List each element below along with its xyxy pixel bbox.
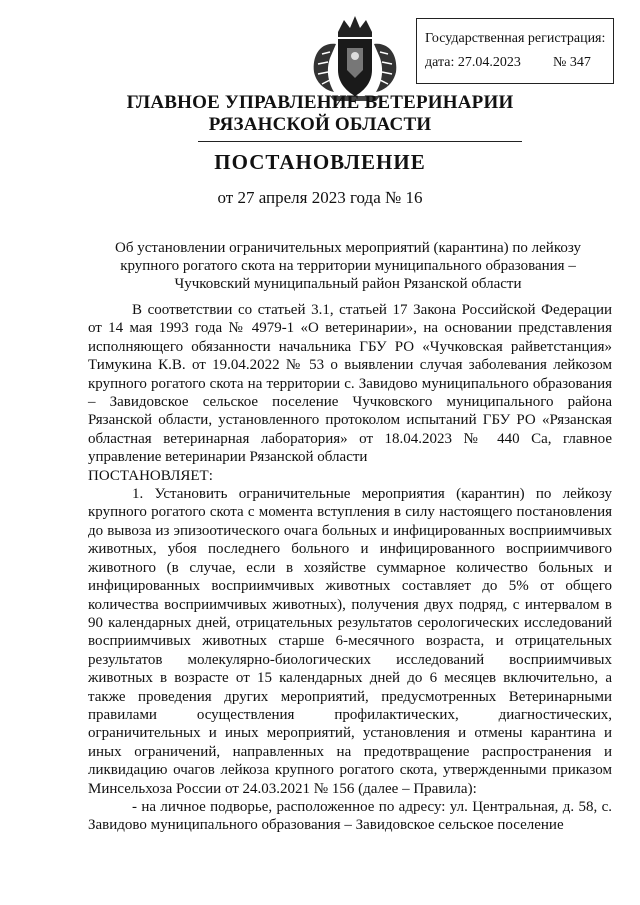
resolves-line: ПОСТАНОВЛЯЕТ: [88,467,213,484]
agency-header [0,92,640,136]
header-divider [198,141,522,142]
registration-title: Государственная регистрация: [425,31,606,46]
item-1-paragraph: 1. Установить ограничительные мероприятия (карантин) по лейкозу крупного рогатого скота с момента вступления в силу настоящего постановления до вывоза из эпизоотического очага больных и инфицированных восприимчивых животных, убоя последнего больного и инфицированного восприимчивого животного (в случае, если в хозяйстве суммарное количество больных и инфицированных восприимчивых животных составляет до 5% от общего количества восприимчивых животных), получения двух подряд, с интервалом в 90 календарных дней, отрицательных результатов серологических исследований восприимчивых животных старше 6-месячного возраста, и отрицательных результатов молекулярно-биологических исследований восприимчивых животных в возрасте от 15 календарных дней до 6 месяцев включительно, а также проведения других мероприятий, предусмотренных Ветеринарными правилами осуществления профилактических, диагностических, ограничительных и иных мероприятий, установления и отмены карантина и иных ограничений, направленных на предотвращение распространения и ликвидацию очагов лейкоза крупного рогатого скота, утвержденными приказом Минсельхоза России от 24.03.2021 № 156 (далее – Правила): [88,486,612,797]
subject-line-1: Об установлении ограничительных мероприятий (карантина) по лейкозу [115,240,581,256]
subject-line-2: крупного рогатого скота на территории муниципального образования – [120,258,576,274]
subitem-paragraph: - на личное подворье, расположенное по адресу: ул. Центральная, д. 58, с. Завидово муниципального образования – Завидовское сельское поселение [88,798,612,834]
subject-line-3: Чучковский муниципальный район Рязанской области [174,276,522,292]
agency-line-2: РЯЗАНСКОЙ ОБЛАСТИ [208,114,432,135]
document-type: ПОСТАНОВЛЕНИЕ [214,150,426,174]
document-subject [108,239,588,293]
document-body [88,301,612,835]
registration-stamp [416,18,614,84]
coat-of-arms-emblem [300,12,410,102]
agency-line-1: ГЛАВНОЕ УПРАВЛЕНИЕ ВЕТЕРИНАРИИ [126,92,514,113]
document-date-line: от 27 апреля 2023 года № 16 [217,188,423,207]
preamble-paragraph: В соответствии со статьей 3.1, статьей 17 Закона Российской Федерации от 14 мая 1993 года № 4979-1 «О ветеринарии», на основании представления исполняющего обязанности начальника ГБУ РО «Чучковская райветстанция» Тимукина К.В. от 19.04.2022 № 53 о выявлении случая заболевания лейкозом крупного рогатого скота на территории с. Завидово муниципального образования – Завидовское сельское поселение Чучковского муниципального района Рязанской области, установленного протоколом испытаний ГБУ РО «Рязанская областная ветеринарная лаборатория» от 18.04.2023 № 440 Са, главное управление ветеринарии Рязанской области [88,302,612,466]
registration-date: дата: 27.04.2023 [425,55,521,70]
registration-number: № 347 [553,55,591,70]
